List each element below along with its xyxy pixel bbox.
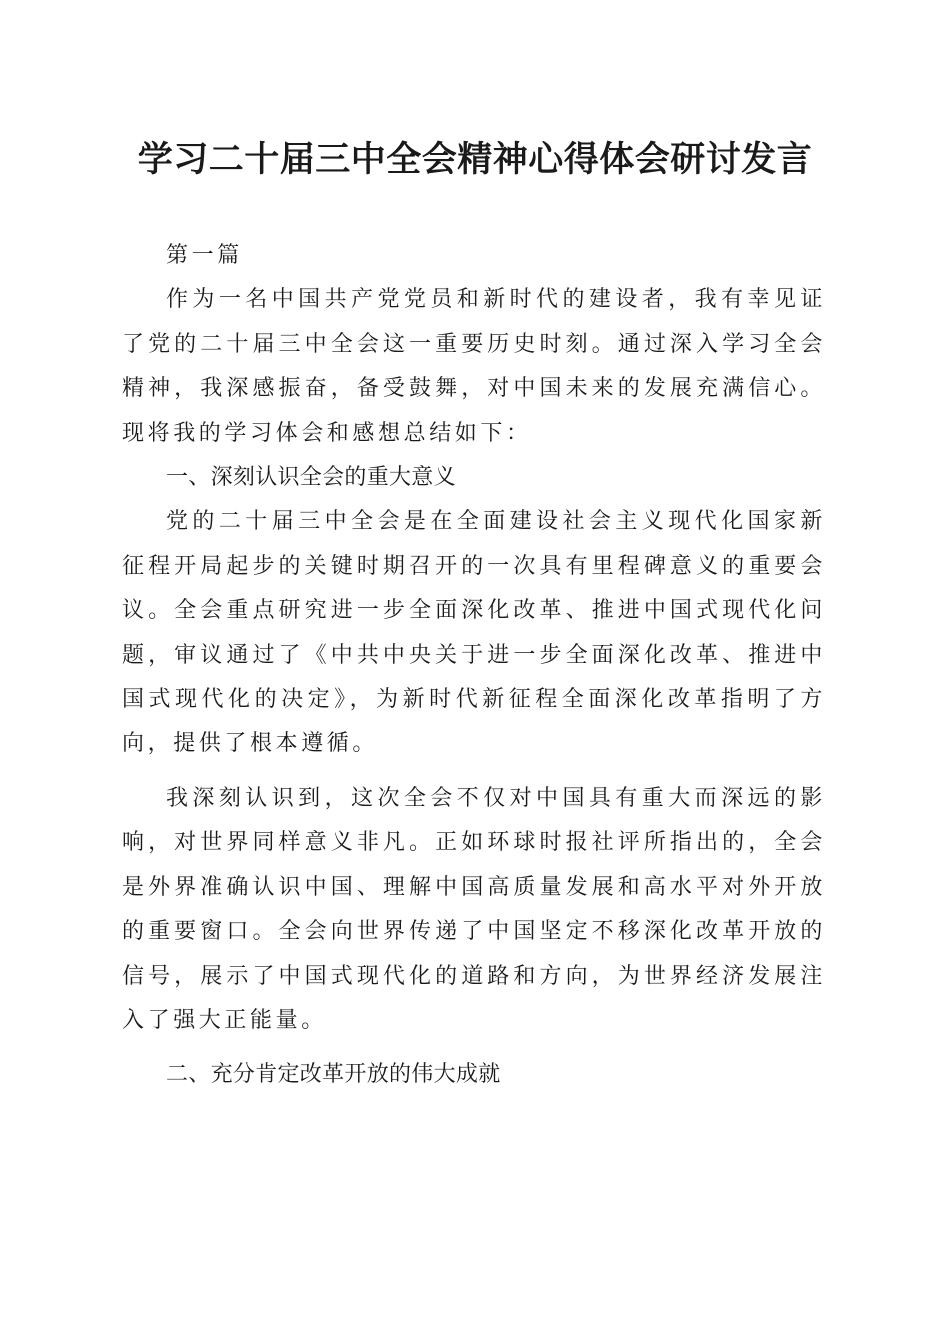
section-heading-2: 二、充分肯定改革开放的伟大成就: [166, 1062, 501, 1088]
intro-paragraph: 作为一名中国共产党党员和新时代的建设者，我有幸见证了党的二十届三中全会这一重要历史时刻。通过深入学习全会精神，我深感振奋，备受鼓舞，对中国未来的发展充满信心。现将我的学习体会和感想总结如下：: [122, 287, 826, 446]
section-label: 第一篇: [166, 243, 243, 268]
section-heading-1: 一、深刻认识全会的重大意义: [166, 465, 456, 491]
paragraph-spacer: [122, 767, 826, 777]
document-body: [122, 234, 826, 1098]
paragraph-1: 党的二十届三中全会是在全面建设社会主义现代化国家新征程开局起步的关键时期召开的一次具有里程碑意义的重要会议。全会重点研究进一步全面深化改革、推进中国式现代化问题，审议通过了《中共中央关于进一步全面深化改革、推进中国式现代化的决定》，为新时代新征程全面深化改革指明了方向，提供了根本遵循。: [122, 509, 826, 757]
paragraph-spacer: [122, 1043, 826, 1053]
paragraph-2: 我深刻认识到，这次全会不仅对中国具有重大而深远的影响，对世界同样意义非凡。正如环球时报社评所指出的，全会是外界准确认识中国、理解中国高质量发展和高水平对外开放的重要窗口。全会向世界传递了中国坚定不移深化改革开放的信号，展示了中国式现代化的道路和方向，为世界经济发展注入了强大正能量。: [122, 785, 826, 1033]
document-title: 学习二十届三中全会精神心得体会研讨发言: [137, 139, 813, 180]
